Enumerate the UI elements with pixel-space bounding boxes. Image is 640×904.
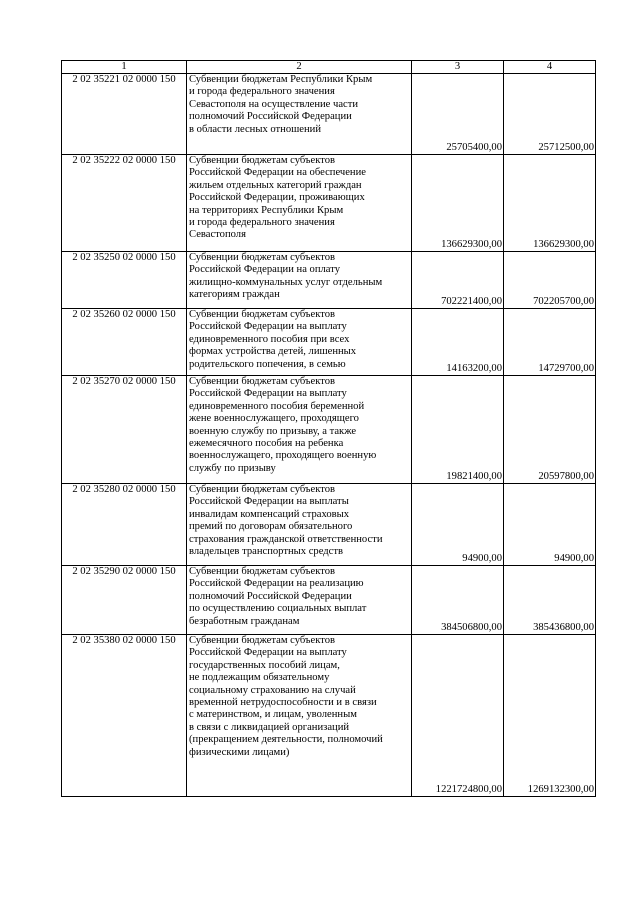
budget-table: [61, 60, 596, 797]
budget-code: 2 02 35221 02 0000 150: [62, 74, 187, 155]
amount-col-3: 1221724800,00: [412, 635, 504, 797]
table-row: [62, 252, 596, 309]
table-row: [62, 74, 596, 155]
amount-col-4: 702205700,00: [504, 252, 596, 309]
budget-code: 2 02 35290 02 0000 150: [62, 566, 187, 635]
item-name: Субвенции бюджетам субъектов Российской Федерации на выплаты инвалидам компенсаций страховых премий по договорам обязательного страхования гражданской ответственности владельцев транспортных средств: [187, 484, 412, 566]
table-row: [62, 309, 596, 376]
item-name: Субвенции бюджетам субъектов Российской Федерации на выплату государственных пособий лицам, не подлежащим обязательному социальному страхованию на случай временной нетрудоспособности и в связи с материнством, и лицам, уволенным в связи с ликвидацией организаций (прекращением деятельности, полномочий физическими лицами): [187, 635, 412, 797]
item-name: Субвенции бюджетам субъектов Российской Федерации на оплату жилищно-коммунальных услуг отдельным категориям граждан: [187, 252, 412, 309]
header-col-1: 1: [62, 61, 187, 74]
table-row: [62, 376, 596, 484]
header-row: [62, 61, 596, 74]
table-row: [62, 566, 596, 635]
amount-col-4: 1269132300,00: [504, 635, 596, 797]
budget-code: 2 02 35250 02 0000 150: [62, 252, 187, 309]
table-row: [62, 635, 596, 797]
amount-col-3: 384506800,00: [412, 566, 504, 635]
amount-col-4: 25712500,00: [504, 74, 596, 155]
budget-code: 2 02 35222 02 0000 150: [62, 155, 187, 252]
budget-code: 2 02 35270 02 0000 150: [62, 376, 187, 484]
amount-col-4: 94900,00: [504, 484, 596, 566]
amount-col-4: 385436800,00: [504, 566, 596, 635]
amount-col-4: 20597800,00: [504, 376, 596, 484]
item-name: Субвенции бюджетам субъектов Российской Федерации на реализацию полномочий Российской Федерации по осуществлению социальных выплат безработным гражданам: [187, 566, 412, 635]
amount-col-3: 136629300,00: [412, 155, 504, 252]
item-name: Субвенции бюджетам субъектов Российской Федерации на обеспечение жильем отдельных категорий граждан Российской Федерации, проживающих на территориях Республики Крым и города федерального значения Севастополя: [187, 155, 412, 252]
header-col-4: 4: [504, 61, 596, 74]
budget-code: 2 02 35280 02 0000 150: [62, 484, 187, 566]
header-col-3: 3: [412, 61, 504, 74]
budget-code: 2 02 35260 02 0000 150: [62, 309, 187, 376]
item-name: Субвенции бюджетам субъектов Российской Федерации на выплату единовременного пособия при всех формах устройства детей, лишенных родительского попечения, в семью: [187, 309, 412, 376]
item-name: Субвенции бюджетам субъектов Российской Федерации на выплату единовременного пособия беременной жене военнослужащего, проходящего военную службу по призыву, а также ежемесячного пособия на ребенка военнослужащего, проходящего военную службу по призыву: [187, 376, 412, 484]
amount-col-3: 19821400,00: [412, 376, 504, 484]
budget-code: 2 02 35380 02 0000 150: [62, 635, 187, 797]
header-col-2: 2: [187, 61, 412, 74]
amount-col-3: 25705400,00: [412, 74, 504, 155]
amount-col-3: 14163200,00: [412, 309, 504, 376]
item-name: Субвенции бюджетам Республики Крым и города федерального значения Севастополя на осуществление части полномочий Российской Федерации в области лесных отношений: [187, 74, 412, 155]
amount-col-3: 94900,00: [412, 484, 504, 566]
amount-col-4: 14729700,00: [504, 309, 596, 376]
amount-col-4: 136629300,00: [504, 155, 596, 252]
table-row: [62, 484, 596, 566]
amount-col-3: 702221400,00: [412, 252, 504, 309]
table-row: [62, 155, 596, 252]
